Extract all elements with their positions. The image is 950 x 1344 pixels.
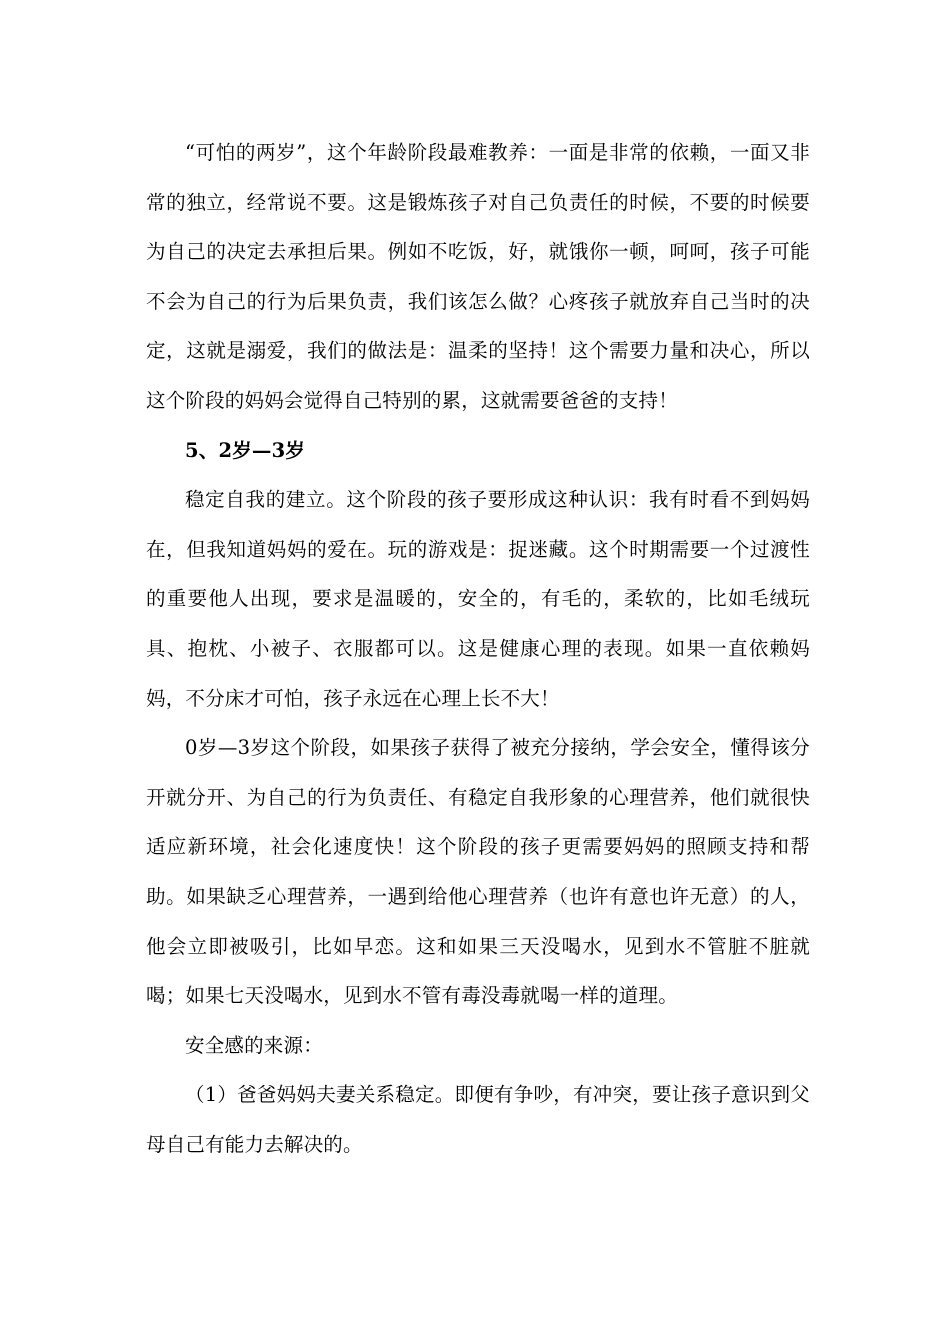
paragraph-sources-of-security: 安全感的来源： bbox=[185, 1033, 323, 1057]
paragraph-age-0-3-summary: 0岁—3岁这个阶段，如果孩子获得了被充分接纳，学会安全，懂得该分开就分开、为自己的行为负责任、有稳定自我形象的心理营养，他们就很快适应新环境，社会化速度快！这个阶段的孩子更需要妈妈的照顾支持和帮助。如果缺乏心理营养，一遇到给他心理营养（也许有意也许无意）的人，他会立即被吸引，比如早恋。这和如果三天没喝水，见到水不管脏不脏就喝；如果七天没喝水，见到水不管有毒没毒就喝一样的道理。 bbox=[146, 736, 810, 1008]
document-body bbox=[146, 128, 810, 1169]
paragraph-terrible-twos: “可怕的两岁”，这个年龄阶段最难教养：一面是非常的依赖，一面又非常的独立，经常说不要。这是锻炼孩子对自己负责任的时候，不要的时候要为自己的决定去承担后果。例如不吃饭，好，就饿你一顿，呵呵，孩子可能不会为自己的行为后果负责，我们该怎么做？心疼孩子就放弃自己当时的决定，这就是溺爱，我们的做法是：温柔的坚持！这个需要力量和决心，所以这个阶段的妈妈会觉得自己特别的累，这就需要爸爸的支持！ bbox=[146, 141, 810, 412]
section-heading-age-2-3: 5、2岁—3岁 bbox=[185, 438, 306, 462]
paragraph-source-item-1: （1）爸爸妈妈夫妻关系稳定。即便有争吵，有冲突，要让孩子意识到父母自己有能力去解决的。 bbox=[146, 1083, 810, 1156]
paragraph-stable-self: 稳定自我的建立。这个阶段的孩子要形成这种认识：我有时看不到妈妈在，但我知道妈妈的爱在。玩的游戏是：捉迷藏。这个时期需要一个过渡性的重要他人出现，要求是温暖的，安全的，有毛的，柔软的，比如毛绒玩具、抱枕、小被子、衣服都可以。这是健康心理的表现。如果一直依赖妈妈，不分床才可怕，孩子永远在心理上长不大！ bbox=[146, 488, 810, 710]
